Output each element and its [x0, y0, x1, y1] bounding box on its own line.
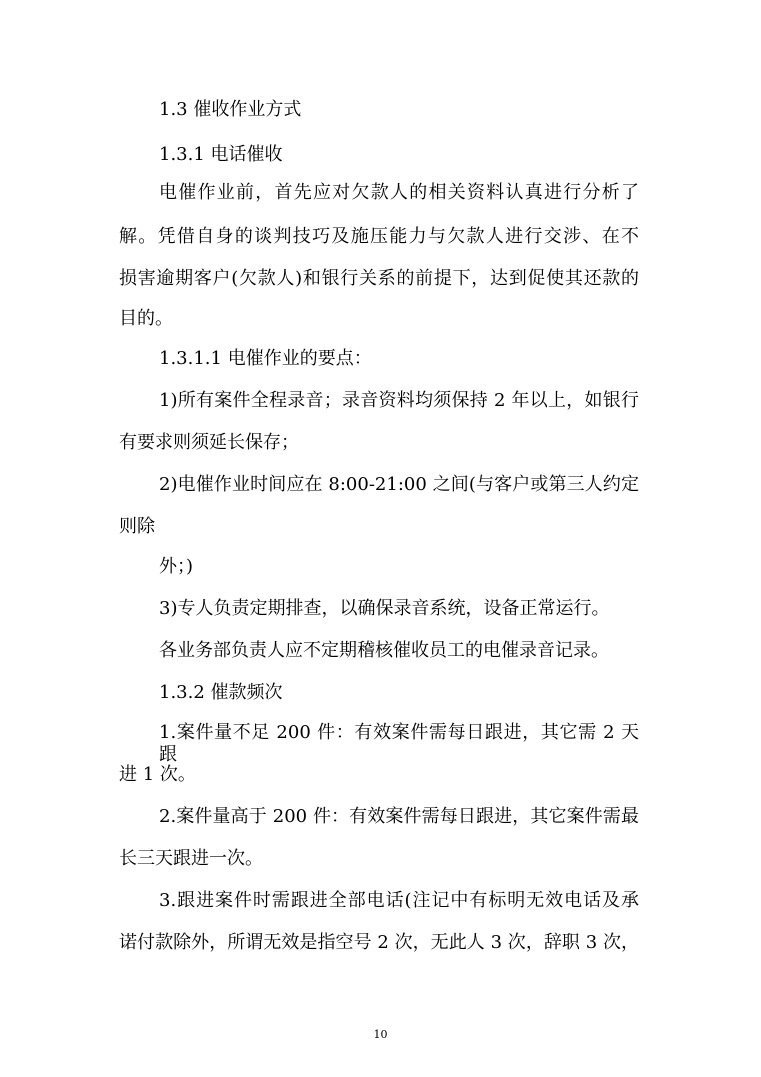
list-item-line: 进 1 次。: [119, 764, 196, 785]
section-heading-1-3: 1.3 催收作业方式: [159, 99, 302, 120]
list-item-line: 3.跟进案件时需跟进全部电话(注记中有标明无效电话及承: [159, 890, 639, 911]
list-item-line: 外；): [159, 556, 194, 577]
paragraph-line: 各业务部负责人应不定期稽核催收员工的电催录音记录。: [159, 640, 609, 661]
paragraph-line: 目的。: [119, 308, 173, 329]
list-item-line: 1)所有案件全程录音；录音资料均须保持 2 年以上，如银行: [159, 390, 639, 411]
section-heading-1-3-1-1: 1.3.1.1 电催作业的要点：: [159, 348, 372, 369]
list-item-line: 3)专人负责定期排查，以确保录音系统，设备正常运行。: [159, 598, 610, 619]
paragraph-line: 电催作业前，首先应对欠款人的相关资料认真进行分析了: [159, 182, 639, 203]
list-item-line: 长三天跟进一次。: [119, 848, 263, 869]
list-item-line: 2)电催作业时间应在 8:00-21:00 之间(与客户或第三人约定: [159, 474, 639, 495]
section-heading-1-3-2: 1.3.2 催款频次: [159, 682, 283, 703]
list-item-line: 1.案件量不足 200 件：有效案件需每日跟进，其它需 2 天跟: [159, 722, 639, 765]
section-heading-1-3-1: 1.3.1 电话催收: [159, 144, 283, 165]
page-number: 10: [373, 1028, 388, 1041]
paragraph-line: 损害逾期客户(欠款人)和银行关系的前提下，达到促使其还款的: [119, 268, 639, 289]
list-item-line: 2.案件量高于 200 件：有效案件需每日跟进，其它案件需最: [159, 806, 639, 827]
list-item-line: 则除: [119, 516, 155, 537]
list-item-line: 诺付款除外，所谓无效是指空号 2 次，无此人 3 次，辞职 3 次，: [119, 932, 639, 953]
paragraph-line: 解。凭借自身的谈判技巧及施压能力与欠款人进行交涉、在不: [119, 226, 639, 247]
list-item-line: 有要求则须延长保存；: [119, 432, 299, 453]
